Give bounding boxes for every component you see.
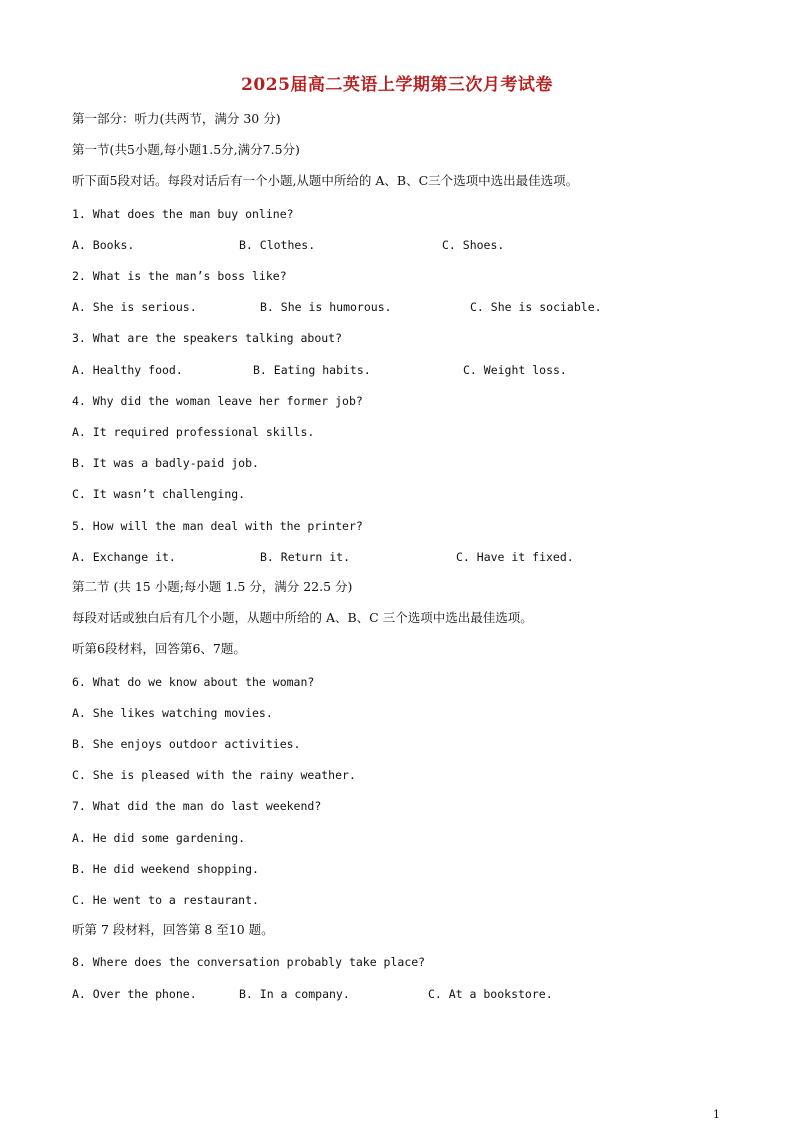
option-b: B. Return it. <box>260 550 351 564</box>
option-b: B. Clothes. <box>239 238 316 252</box>
question-8: 8. Where does the conversation probably take place? <box>72 955 426 969</box>
question-2: 2. What is the man’s boss like? <box>72 269 287 283</box>
material-6-instructions: 听第6段材料，回答第6、7题。 <box>72 641 246 656</box>
option-b: B. Eating habits. <box>253 363 371 377</box>
page-number: 1 <box>713 1108 720 1121</box>
question-4-option-c: C. It wasn’t challenging. <box>72 487 246 501</box>
question-6-option-a: A. She likes watching movies. <box>72 706 273 720</box>
material-7-instructions: 听第 7 段材料，回答第 8 至10 题。 <box>72 922 274 937</box>
option-c: C. Have it fixed. <box>456 550 574 564</box>
section1-heading: 第一节(共5小题,每小题1.5分,满分7.5分) <box>72 142 300 157</box>
option-c: C. Shoes. <box>442 238 505 252</box>
question-6-option-b: B. She enjoys outdoor activities. <box>72 737 301 751</box>
question-7-option-a: A. He did some gardening. <box>72 831 246 845</box>
question-4: 4. Why did the woman leave her former job? <box>72 394 363 408</box>
option-b: B. In a company. <box>239 987 350 1001</box>
question-3: 3. What are the speakers talking about? <box>72 331 343 345</box>
question-6: 6. What do we know about the woman? <box>72 675 315 689</box>
question-7-option-c: C. He went to a restaurant. <box>72 893 259 907</box>
section1-instructions: 听下面5段对话。每段对话后有一个小题,从题中所给的 A、B、C三个选项中选出最佳选项。 <box>72 173 579 188</box>
option-c: C. At a bookstore. <box>428 987 553 1001</box>
exam-title: 2025届高二英语上学期第三次月考试卷 <box>241 75 553 95</box>
question-6-option-c: C. She is pleased with the rainy weather. <box>72 768 356 782</box>
option-a: A. Exchange it. <box>72 550 176 564</box>
option-a: A. Over the phone. <box>72 987 197 1001</box>
question-4-option-b: B. It was a badly-paid job. <box>72 456 259 470</box>
question-8-options <box>72 986 722 1066</box>
option-a: A. Books. <box>72 238 135 252</box>
question-7: 7. What did the man do last weekend? <box>72 799 322 813</box>
question-5: 5. How will the man deal with the printer? <box>72 519 363 533</box>
part1-heading: 第一部分：听力(共两节，满分 30 分) <box>72 111 281 126</box>
section2-instructions: 每段对话或独白后有几个小题，从题中所给的 A、B、C 三个选项中选出最佳选项。 <box>72 610 533 625</box>
question-4-option-a: A. It required professional skills. <box>72 425 315 439</box>
option-a: A. Healthy food. <box>72 363 183 377</box>
question-7-option-b: B. He did weekend shopping. <box>72 862 259 876</box>
option-a: A. She is serious. <box>72 300 197 314</box>
option-c: C. Weight loss. <box>463 363 567 377</box>
option-b: B. She is humorous. <box>260 300 392 314</box>
section2-heading: 第二节 (共 15 小题;每小题 1.5 分，满分 22.5 分) <box>72 579 353 594</box>
option-c: C. She is sociable. <box>470 300 602 314</box>
question-1: 1. What does the man buy online? <box>72 207 294 221</box>
